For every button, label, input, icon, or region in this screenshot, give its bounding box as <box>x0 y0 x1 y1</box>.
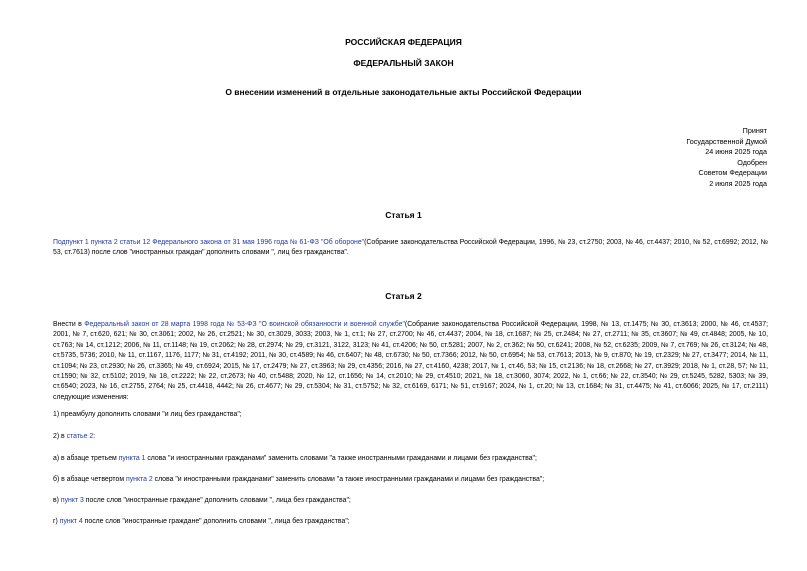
article-2-intro <box>53 320 768 403</box>
change-item-b-prefix: б) в абзаце четвертом <box>53 476 126 483</box>
article-2-intro-prefix: Внести в <box>53 321 85 328</box>
approved-label: Одобрен <box>737 157 767 167</box>
adoption-block <box>627 126 767 189</box>
adopted-date: 24 июня 2025 года <box>705 147 767 156</box>
article-2-heading: Статья 2 <box>385 291 422 301</box>
change-item-a-suffix: слова "и иностранными гражданами" заменить словами "а также иностранными гражданами и лицами без гражданства"; <box>145 455 537 462</box>
change-item-v-suffix: после слов "иностранные граждане" дополнить словами ", лица без гражданства"; <box>83 497 351 504</box>
change-item-a <box>53 454 768 464</box>
article-2-section-link[interactable]: статье 2 <box>66 433 94 440</box>
article-2-law-link[interactable]: Федеральный закон от 28 марта 1998 года № 53-ФЗ "О воинской обязанности и военной службе" <box>84 321 405 328</box>
change-item-g <box>53 517 768 527</box>
document-title: О внесении изменений в отдельные законодательные акты Российской Федерации <box>225 87 582 97</box>
change-item-g-prefix: г) <box>53 518 60 525</box>
adopted-label: Принят <box>742 126 767 135</box>
article-1-text: (Собрание законодательства Российской Федерации, 1996, № 23, ст.2750; 2003, № 46, ст.4437; 2010, № 52, ст.6992; 2012, № 53, ст.7613) после слов "иностранных граждан" дополнить словами ", лиц без гражданства". <box>53 239 768 257</box>
approved-date: 2 июля 2025 года <box>709 178 767 188</box>
country-heading: РОССИЙСКАЯ ФЕДЕРАЦИЯ <box>345 37 462 47</box>
point-1-link[interactable]: пункта 1 <box>118 455 146 462</box>
change-item-g-suffix: после слов "иностранные граждане" дополнить словами ", лица без гражданства"; <box>82 518 350 525</box>
article-2-intro-text: (Собрание законодательства Российской Федерации, 1998, № 13, ст.1475; № 30, ст.3613; 2000, № 46, ст.4537; 2001, № 7, ст.620, 621; № 30, ст.3061; 2002, № 26, ст.2521; № 30, ст.3029, 3033; 2003, № 1, ст.1; № 27, ст.2700; № 46, ст.4437; 2004, № 18, ст.1687; № 25, ст.2484; № 27, ст.2711; № 35, ст.3607; № 49, ст.4848; 2005, № 10, ст.763; № 14, ст.1212; 2006, № 11, ст.1148; № 19, ст.2062; № 28, ст.2974; № 29, ст.3121, 3122, 3123; № 41, ст.4206; № 50, ст.5281; 2007, № 2, ст.362; № 50, ст.6241; 2008, № 52, ст.6235; 2009, № 7, ст.769; № 26, ст.3124; № 48, ст.5735, 5736; 2010, № 11, ст.1167, 1176, 1177; № 31, ст.4192; 2011, № 30, ст.4589; № 46, ст.6407; № 48, ст.6730; № 50, ст.7366; 2012, № 50, ст.6954; № 53, ст.7613; 2013, № 9, ст.870; № 19, ст.2329; № 27, ст.3477; 2014, № 11, ст.1094; № 23, ст.2930; № 26, ст.3365; № 49, ст.6924; 2015, № 17, ст.2479; № 27, ст.3963; № 29, ст.4356; 2016, № 27, ст.4160, 4238; 2017, № 1, ст.46, 53; № 15, ст.2136; № 18, ст.2668; № 27, ст.3929; 2018, № 1, ст.28, 57; № 11, ст.1590; № 32, ст.5102; 2019, № 18, ст.2222; № 22, ст.2673; № 40, ст.5488; 2020, № 12, ст.1656; № 14, ст.2010; № 29, ст.4510; 2021, № 18, ст.3060, 3074; 2022, № 1, ст.66; № 22, ст.3540; № 29, ст.5245, 5282, 5303; № 39, ст.6540; 2023, № 16, ст.2755, 2764; № 25, ст.4418, 4442; № 26, ст.4677; № 29, ст.5304; № 31, ст.5752; № 32, ст.6169, 6171; № 51, ст.9167; 2024, № 1, ст.20; № 13, ст.1684; № 31, ст.4475; № 41, ст.6066; 2025, № 17, ст.2111) следующие изменения: <box>53 321 768 401</box>
adopted-by: Государственной Думой <box>686 136 767 146</box>
article-1-heading: Статья 1 <box>385 210 422 220</box>
approved-by: Советом Федерации <box>698 168 767 177</box>
change-item-b-suffix: слова "и иностранными гражданами" заменить словами "а также иностранными гражданами и лицами без гражданства"; <box>152 476 545 483</box>
article-1-paragraph <box>53 238 768 259</box>
article-1-law-link[interactable]: Подпункт 1 пункта 2 статьи 12 Федерального закона от 31 мая 1996 года № 61-ФЗ "Об обороне" <box>53 239 365 246</box>
change-item-v-prefix: в) <box>53 497 61 504</box>
change-item-v <box>53 496 768 506</box>
change-item-b <box>53 475 768 485</box>
point-2-link[interactable]: пункта 2 <box>125 476 153 483</box>
point-4-link[interactable]: пункт 4 <box>59 518 83 525</box>
change-item-a-prefix: а) в абзаце третьем <box>53 455 119 462</box>
change-item-1: 1) преамбулу дополнить словами "и лиц без гражданства"; <box>53 411 242 418</box>
document-type-heading: ФЕДЕРАЛЬНЫЙ ЗАКОН <box>353 58 454 68</box>
point-3-link[interactable]: пункт 3 <box>60 497 84 504</box>
change-item-2 <box>53 432 768 442</box>
change-item-2-prefix: 2) в <box>53 433 67 440</box>
change-item-2-suffix: : <box>93 433 96 440</box>
